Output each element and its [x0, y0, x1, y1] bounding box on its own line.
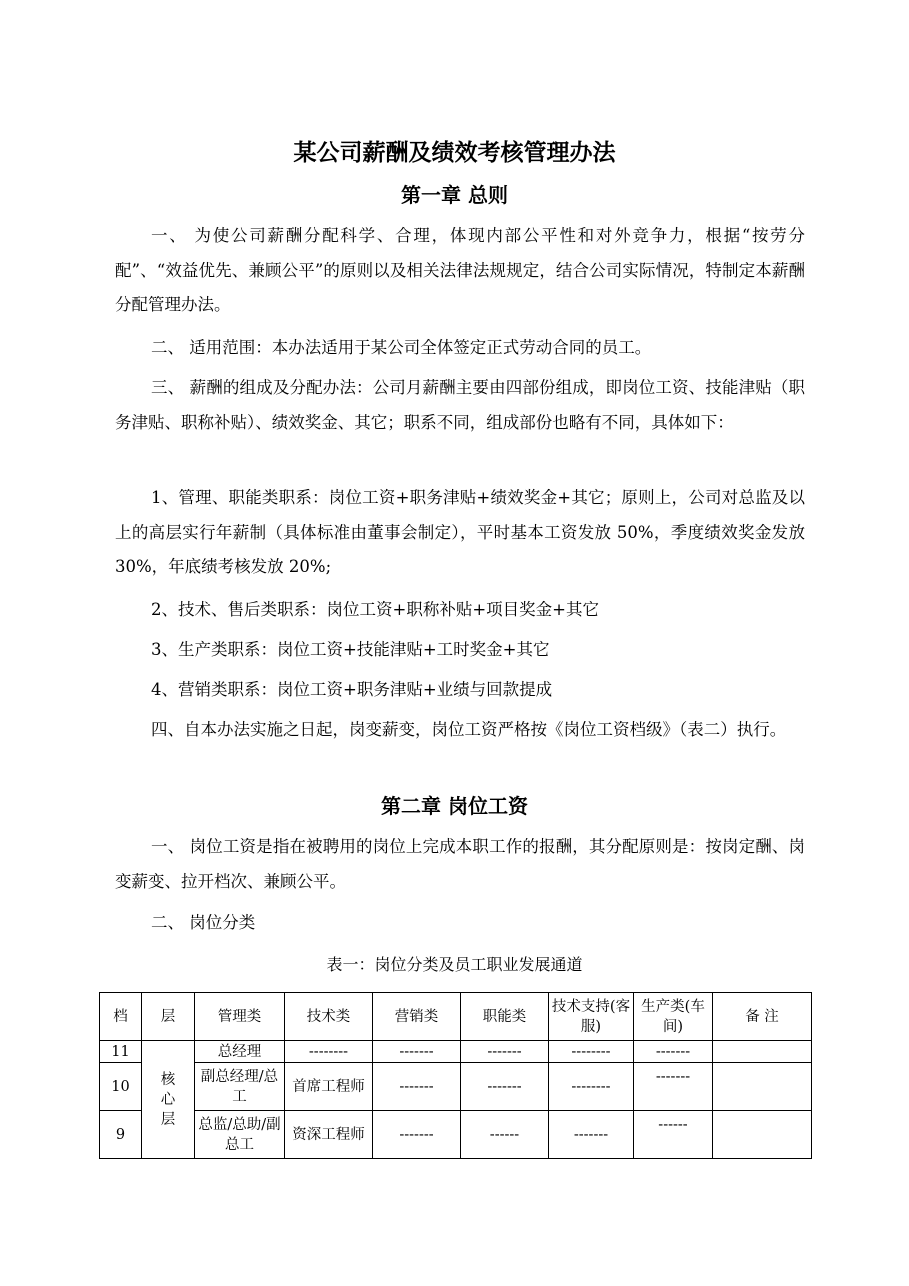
paragraph-1-1: 一、 为使公司薪酬分配科学、合理，体现内部公平性和对外竞争力，根据“按劳分配”、“效益优先、兼顾公平”的原则以及相关法律法规规定，结合公司实际情况，特制定本薪酬分配管理办法。 [115, 226, 805, 314]
tech-cell: -------- [285, 1041, 373, 1063]
mgmt-cell: 总监/总助/副总工 [195, 1111, 285, 1159]
chapter-1-heading: 第一章 总则 [401, 183, 508, 207]
position-table [99, 992, 812, 1159]
paragraph-1-7: 4、营销类职系：岗位工资+职务津贴+业绩与回款提成 [151, 680, 553, 699]
paragraph-1-8: 四、自本办法实施之日起，岗变薪变，岗位工资严格按《岗位工资档级》（表二）执行。 [151, 720, 787, 739]
header-cell: 技术类 [285, 993, 373, 1041]
support-cell: ------- [549, 1111, 634, 1159]
note-cell [713, 1041, 812, 1063]
support-cell: -------- [549, 1063, 634, 1111]
mgmt-cell: 总经理 [195, 1041, 285, 1063]
header-cell: 生产类(车间) [634, 993, 713, 1041]
layer-char: 核 [160, 1071, 176, 1088]
paragraph-1-6: 3、生产类职系：岗位工资+技能津贴+工时奖金+其它 [151, 640, 550, 659]
sales-cell: ------- [373, 1063, 461, 1111]
layer-char: 层 [160, 1111, 176, 1128]
note-cell [713, 1063, 812, 1111]
sales-cell: ------- [373, 1041, 461, 1063]
paragraph-1-4: 1、管理、职能类职系：岗位工资+职务津贴+绩效奖金+其它；原则上，公司对总监及以上的高层实行年薪制（具体标准由董事会制定），平时基本工资发放 50%，季度绩效奖金发放 30%，年底绩考核发放 20%; [115, 488, 805, 576]
sales-cell: ------- [373, 1111, 461, 1159]
support-cell: -------- [549, 1041, 634, 1063]
header-cell: 职能类 [461, 993, 549, 1041]
mgmt-cell: 副总经理/总工 [195, 1063, 285, 1111]
table-header-row [100, 993, 812, 1041]
paragraph-1-5: 2、技术、售后类职系：岗位工资+职称补贴+项目奖金+其它 [151, 600, 599, 619]
prod-cell: ------- [634, 1041, 713, 1063]
paragraph-1-2: 二、 适用范围：本办法适用于某公司全体签定正式劳动合同的员工。 [151, 338, 652, 357]
table-caption: 表一：岗位分类及员工职业发展通道 [326, 955, 583, 974]
tech-cell: 资深工程师 [285, 1111, 373, 1159]
layer-cell [142, 1041, 195, 1159]
table-row [100, 1041, 812, 1063]
chapter-2-heading: 第二章 岗位工资 [381, 794, 528, 818]
func-cell: ------ [461, 1111, 549, 1159]
header-cell: 档 [100, 993, 142, 1041]
header-cell: 管理类 [195, 993, 285, 1041]
func-cell: ------- [461, 1063, 549, 1111]
paragraph-1-3: 三、 薪酬的组成及分配办法：公司月薪酬主要由四部份组成，即岗位工资、技能津贴（职务津贴、职称补贴）、绩效奖金、其它；职系不同，组成部份也略有不同，具体如下： [115, 378, 805, 432]
header-cell: 备 注 [713, 993, 812, 1041]
paragraph-2-2: 二、 岗位分类 [151, 913, 256, 932]
table-row [100, 1111, 812, 1159]
prod-cell: ------ [634, 1111, 713, 1159]
prod-cell: ------- [634, 1063, 713, 1111]
header-cell: 技术支持(客服) [549, 993, 634, 1041]
layer-char: 心 [160, 1091, 176, 1108]
header-cell: 层 [142, 993, 195, 1041]
func-cell: ------- [461, 1041, 549, 1063]
header-cell: 营销类 [373, 993, 461, 1041]
note-cell [713, 1111, 812, 1159]
grade-cell: 10 [100, 1063, 142, 1111]
tech-cell: 首席工程师 [285, 1063, 373, 1111]
table-row [100, 1063, 812, 1111]
paragraph-2-1: 一、 岗位工资是指在被聘用的岗位上完成本职工作的报酬，其分配原则是：按岗定酬、岗变薪变、拉开档次、兼顾公平。 [115, 837, 805, 891]
document-title: 某公司薪酬及绩效考核管理办法 [293, 140, 616, 166]
grade-cell: 11 [100, 1041, 142, 1063]
grade-cell: 9 [100, 1111, 142, 1159]
